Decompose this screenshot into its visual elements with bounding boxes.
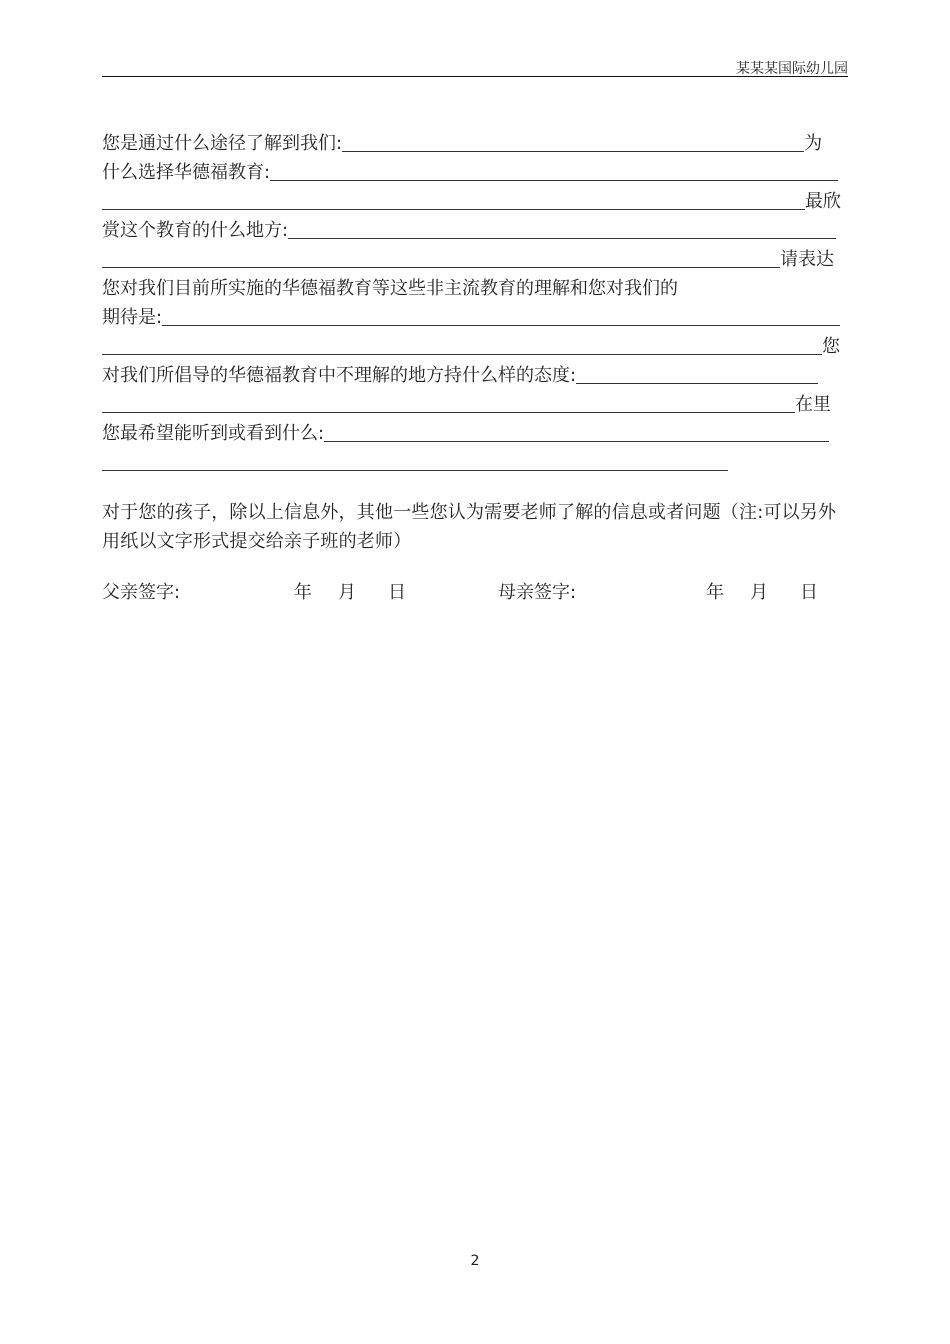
answer-blank-5b[interactable] [102,412,795,413]
signature-row [0,578,950,604]
question-4-label: 期待是: [102,307,163,328]
question-3-line [102,219,836,243]
answer-blank-6b[interactable] [102,470,728,471]
question-4-prefix: 请表达 [780,249,834,270]
question-4-text-line [102,277,678,301]
question-2-label: 什么选择华德福教育: [102,162,271,183]
question-3-continuation-line [102,248,834,272]
question-4-continuation-line [102,335,840,359]
question-4-line [102,306,840,330]
question-5-continuation-line [102,393,831,417]
answer-blank-2b[interactable] [102,209,805,210]
answer-blank-3[interactable] [288,238,836,239]
answer-blank-3b[interactable] [102,267,780,268]
question-6-line [102,422,829,446]
mother-month-label: 月 [750,582,768,603]
question-6-prefix: 在里 [795,394,831,415]
question-5-line [102,364,818,388]
question-5-label: 对我们所倡导的华德福教育中不理解的地方持什么样的态度: [102,365,577,386]
answer-blank-1[interactable] [342,151,804,152]
answer-blank-6[interactable] [324,441,829,442]
question-2-line [102,161,838,185]
answer-blank-4b[interactable] [102,354,822,355]
question-3-label: 赏这个教育的什么地方: [102,220,289,241]
answer-blank-5[interactable] [576,383,818,384]
question-5-prefix: 您 [822,336,840,357]
header-organization: 某某某国际幼儿园 [736,61,848,77]
page-number: 2 [470,1253,480,1269]
father-day-label: 日 [388,582,406,603]
question-6-continuation-line [102,451,728,475]
father-year-label: 年 [294,582,312,603]
header-divider [102,76,848,77]
question-4-text: 您对我们目前所实施的华德福教育等这些非主流教育的理解和您对我们的 [102,278,678,299]
father-month-label: 月 [338,582,356,603]
mother-year-label: 年 [706,582,724,603]
question-2-continuation-line [102,190,841,214]
mother-day-label: 日 [800,582,818,603]
question-2-prefix: 为 [804,133,823,154]
answer-blank-2[interactable] [270,180,838,181]
additional-info-note: 对于您的孩子，除以上信息外，其他一些您认为需要老师了解的信息或者问题（注:可以另外用纸以文字形式提交给亲子班的老师） [102,502,837,552]
father-signature-label: 父亲签字: [102,582,181,603]
question-3-prefix: 最欣 [805,191,841,212]
answer-blank-4[interactable] [162,325,840,326]
question-6-label: 您最希望能听到或看到什么: [102,423,325,444]
mother-signature-label: 母亲签字: [498,582,577,603]
question-1-label: 您是通过什么途径了解到我们: [102,133,343,154]
question-1-line [102,132,822,156]
